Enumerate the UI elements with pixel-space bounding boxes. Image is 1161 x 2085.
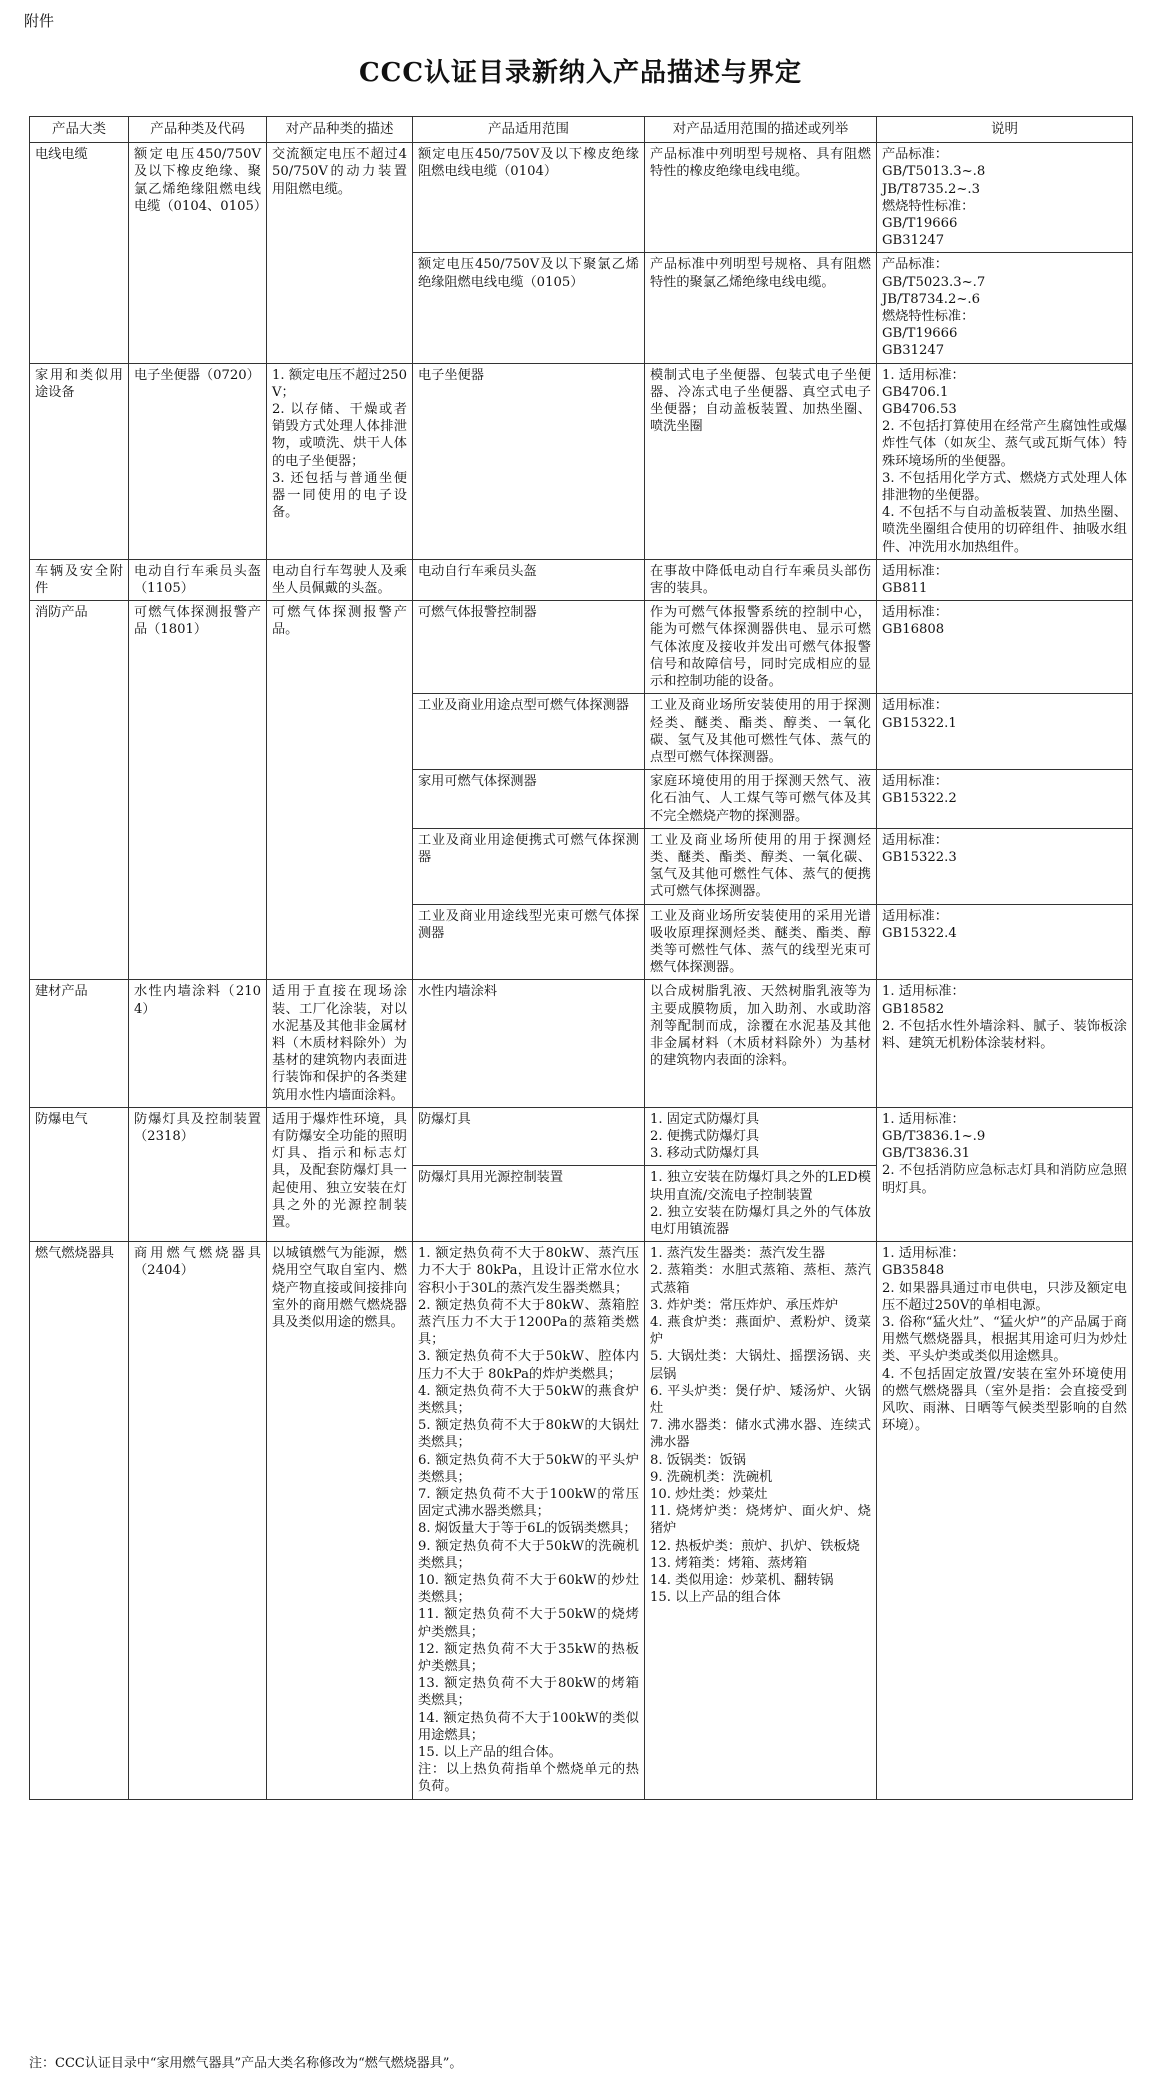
page-title: CCC认证目录新纳入产品描述与界定	[358, 58, 803, 88]
cell-kind-desc: 电动自行车驾驶人及乘坐人员佩戴的头盔。	[267, 559, 413, 600]
cell-scope-desc: 1. 固定式防爆灯具 2. 便携式防爆灯具 3. 移动式防爆灯具	[645, 1107, 877, 1166]
cell-note: 适用标准： GB16808	[877, 601, 1133, 694]
cell-scope: 家用可燃气体探测器	[413, 770, 645, 829]
cell-note: 适用标准： GB15322.1	[877, 694, 1133, 770]
cell-scope: 工业及商业用途线型光束可燃气体探测器	[413, 904, 645, 980]
cell-kind: 防爆灯具及控制装置（2318）	[129, 1107, 267, 1241]
cell-category: 建材产品	[30, 980, 129, 1107]
cell-note: 适用标准： GB15322.4	[877, 904, 1133, 980]
cell-note: 产品标准： GB/T5013.3~.8 JB/T8735.2~.3 燃烧特性标准： GB/T19666 GB31247	[877, 143, 1133, 253]
cell-note: 适用标准： GB15322.3	[877, 828, 1133, 904]
cell-kind-desc: 可燃气体探测报警产品。	[267, 601, 413, 980]
cell-scope-desc: 产品标准中列明型号规格、具有阻燃特性的聚氯乙烯绝缘电线电缆。	[645, 253, 877, 363]
header-scope-desc: 对产品适用范围的描述或列举	[645, 117, 877, 143]
cell-kind: 电动自行车乘员头盔（1105）	[129, 559, 267, 600]
header-kind: 产品种类及代码	[129, 117, 267, 143]
cell-note: 1. 适用标准： GB4706.1 GB4706.53 2. 不包括打算使用在经常产生腐蚀性或爆炸性气体（如灰尘、蒸气或瓦斯气体）特殊环境场所的坐便器。 3. 不包括用化学方式、燃烧方式处理人体排泄物的坐便器。 4. 不包括不与自动盖板装置、加热坐圈、喷洗坐圈组合使用的切碎组件、抽吸水组件、冲洗用水加热组件。	[877, 363, 1133, 559]
cell-scope-desc: 作为可燃气体报警系统的控制中心，能为可燃气体探测器供电、显示可燃气体浓度及接收并发出可燃气体报警信号和故障信号，同时完成相应的显示和控制功能的设备。	[645, 601, 877, 694]
cell-category: 燃气燃烧器具	[30, 1242, 129, 1800]
cell-category: 消防产品	[30, 601, 129, 980]
cell-scope-desc: 工业及商业场所安装使用的采用光谱吸收原理探测烃类、醚类、酯类、醇类等可燃性气体、蒸气的线型光束可燃气体探测器。	[645, 904, 877, 980]
header-category: 产品大类	[30, 117, 129, 143]
cell-kind-desc: 交流额定电压不超过450/750V的动力装置用阻燃电缆。	[267, 143, 413, 363]
cell-scope-desc: 在事故中降低电动自行车乘员头部伤害的装具。	[645, 559, 877, 600]
cell-scope: 工业及商业用途便携式可燃气体探测器	[413, 828, 645, 904]
cell-scope: 电动自行车乘员头盔	[413, 559, 645, 600]
cell-scope: 工业及商业用途点型可燃气体探测器	[413, 694, 645, 770]
cell-scope: 额定电压450/750V及以下橡皮绝缘阻燃电线电缆（0104）	[413, 143, 645, 253]
cell-scope-desc: 工业及商业场所安装使用的用于探测烃类、醚类、酯类、醇类、一氧化碳、氢气及其他可燃性气体、蒸气的点型可燃气体探测器。	[645, 694, 877, 770]
cell-kind: 电子坐便器（0720）	[129, 363, 267, 559]
cell-scope-desc: 模制式电子坐便器、包装式电子坐便器、冷冻式电子坐便器、真空式电子坐便器；自动盖板装置、加热坐圈、喷洗坐圈	[645, 363, 877, 559]
cell-scope: 电子坐便器	[413, 363, 645, 559]
cell-kind-desc: 适用于爆炸性环境，具有防爆安全功能的照明灯具、指示和标志灯具，及配套防爆灯具一起使用、独立安装在灯具之外的光源控制装置。	[267, 1107, 413, 1241]
table-row	[30, 143, 1133, 253]
table-row	[30, 1107, 1133, 1166]
cell-kind-desc: 适用于直接在现场涂装、工厂化涂装，对以水泥基及其他非金属材料（木质材料除外）为基材的建筑物内表面进行装饰和保护的各类建筑用水性内墙面涂料。	[267, 980, 413, 1107]
attachment-label: 附件	[24, 12, 55, 30]
table-row	[30, 601, 1133, 694]
cell-note: 适用标准： GB811	[877, 559, 1133, 600]
cell-scope: 防爆灯具用光源控制装置	[413, 1166, 645, 1242]
cell-note: 1. 适用标准： GB/T3836.1~.9 GB/T3836.31 2. 不包括消防应急标志灯具和消防应急照明灯具。	[877, 1107, 1133, 1241]
header-kind-desc: 对产品种类的描述	[267, 117, 413, 143]
table-row	[30, 363, 1133, 559]
cell-scope: 1. 额定热负荷不大于80kW、蒸汽压力不大于 80kPa，且设计正常水位水容积小于30L的蒸汽发生器类燃具； 2. 额定热负荷不大于80kW、蒸箱腔蒸汽压力不大于1200Pa的蒸箱类燃具； 3. 额定热负荷不大于50kW、腔体内压力不大于 80kPa的炸炉类燃具； 4. 额定热负荷不大于50kW的燕食炉类燃具； 5. 额定热负荷不大于80kW的大锅灶类燃具； 6. 额定热负荷不大于50kW的平头炉类燃具； 7. 额定热负荷不大于100kW的常压固定式沸水器类燃具； 8. 焖饭量大于等于6L的饭锅类燃具； 9. 额定热负荷不大于50kW的洗碗机类燃具； 10. 额定热负荷不大于60kW的炒灶类燃具； 11. 额定热负荷不大于50kW的烧烤炉类燃具； 12. 额定热负荷不大于35kW的热板炉类燃具； 13. 额定热负荷不大于80kW的烤箱类燃具； 14. 额定热负荷不大于100kW的类似用途燃具； 15. 以上产品的组合体。 注：以上热负荷指单个燃烧单元的热负荷。	[413, 1242, 645, 1800]
cell-scope: 防爆灯具	[413, 1107, 645, 1166]
cell-scope-desc: 以合成树脂乳液、天然树脂乳液等为主要成膜物质，加入助剂、水或助溶剂等配制而成，涂覆在水泥基及其他非金属材料（木质材料除外）为基材的建筑物内表面的涂料。	[645, 980, 877, 1107]
cell-kind-desc: 1. 额定电压不超过250V； 2. 以存储、干燥或者销毁方式处理人体排泄物，或喷洗、烘干人体的电子坐便器； 3. 还包括与普通坐便器一同使用的电子设备。	[267, 363, 413, 559]
cell-scope-desc: 家庭环境使用的用于探测天然气、液化石油气、人工煤气等可燃气体及其不完全燃烧产物的探测器。	[645, 770, 877, 829]
cell-scope: 可燃气体报警控制器	[413, 601, 645, 694]
product-table	[29, 116, 1133, 1800]
header-scope: 产品适用范围	[413, 117, 645, 143]
cell-scope-desc: 1. 蒸汽发生器类：蒸汽发生器 2. 蒸箱类：水胆式蒸箱、蒸柜、蒸汽式蒸箱 3. 炸炉类：常压炸炉、承压炸炉 4. 燕食炉类：燕面炉、煮粉炉、烫菜炉 5. 大锅灶类：大锅灶、摇摆汤锅、夹层锅 6. 平头炉类：煲仔炉、矮汤炉、火锅灶 7. 沸水器类：储水式沸水器、连续式沸水器 8. 饭锅类：饭锅 9. 洗碗机类：洗碗机 10. 炒灶类：炒菜灶 11. 烧烤炉类：烧烤炉、面火炉、烧猪炉 12. 热板炉类：煎炉、扒炉、铁板烧 13. 烤箱类：烤箱、蒸烤箱 14. 类似用途：炒菜机、翻转锅 15. 以上产品的组合体	[645, 1242, 877, 1800]
cell-scope-desc: 工业及商业场所使用的用于探测烃类、醚类、酯类、醇类、一氧化碳、氢气及其他可燃性气体、蒸气的便携式可燃气体探测器。	[645, 828, 877, 904]
cell-scope: 水性内墙涂料	[413, 980, 645, 1107]
cell-kind: 水性内墙涂料（2104）	[129, 980, 267, 1107]
cell-kind-desc: 以城镇燃气为能源，燃烧用空气取自室内、燃烧产物直接或间接排向室外的商用燃气燃烧器具及类似用途的燃具。	[267, 1242, 413, 1800]
table-row	[30, 980, 1133, 1107]
cell-category: 防爆电气	[30, 1107, 129, 1241]
product-table-wrapper	[29, 116, 1132, 1800]
cell-scope-desc: 产品标准中列明型号规格、具有阻燃特性的橡皮绝缘电线电缆。	[645, 143, 877, 253]
table-header-row	[30, 117, 1133, 143]
cell-note: 产品标准： GB/T5023.3~.7 JB/T8734.2~.6 燃烧特性标准： GB/T19666 GB31247	[877, 253, 1133, 363]
cell-kind: 额定电压450/750V及以下橡皮绝缘、聚氯乙烯绝缘阻燃电线电缆（0104、0105）	[129, 143, 267, 363]
header-note: 说明	[877, 117, 1133, 143]
cell-scope: 额定电压450/750V及以下聚氯乙烯绝缘阻燃电线电缆（0105）	[413, 253, 645, 363]
cell-category: 车辆及安全附件	[30, 559, 129, 600]
table-row	[30, 1242, 1133, 1800]
cell-note: 1. 适用标准： GB35848 2. 如果器具通过市电供电，只涉及额定电压不超过250V的单相电源。 3. 俗称“猛火灶”、“猛火炉”的产品属于商用燃气燃烧器具，根据其用途可归为炒灶类、平头炉类或类似用途燃具。 4. 不包括固定放置/安装在室外环境使用的燃气燃烧器具（室外是指：会直接受到风吹、雨淋、日晒等气候类型影响的自然环境）。	[877, 1242, 1133, 1800]
table-row	[30, 559, 1133, 600]
cell-kind: 可燃气体探测报警产品（1801）	[129, 601, 267, 980]
cell-note: 1. 适用标准： GB18582 2. 不包括水性外墙涂料、腻子、装饰板涂料、建筑无机粉体涂装材料。	[877, 980, 1133, 1107]
cell-kind: 商用燃气燃烧器具（2404）	[129, 1242, 267, 1800]
cell-scope-desc: 1. 独立安装在防爆灯具之外的LED模块用直流/交流电子控制装置 2. 独立安装在防爆灯具之外的气体放电灯用镇流器	[645, 1166, 877, 1242]
footnote: 注：CCC认证目录中“家用燃气器具”产品大类名称修改为“燃气燃烧器具”。	[29, 2056, 463, 2071]
cell-category: 家用和类似用途设备	[30, 363, 129, 559]
cell-note: 适用标准： GB15322.2	[877, 770, 1133, 829]
cell-category: 电线电缆	[30, 143, 129, 363]
